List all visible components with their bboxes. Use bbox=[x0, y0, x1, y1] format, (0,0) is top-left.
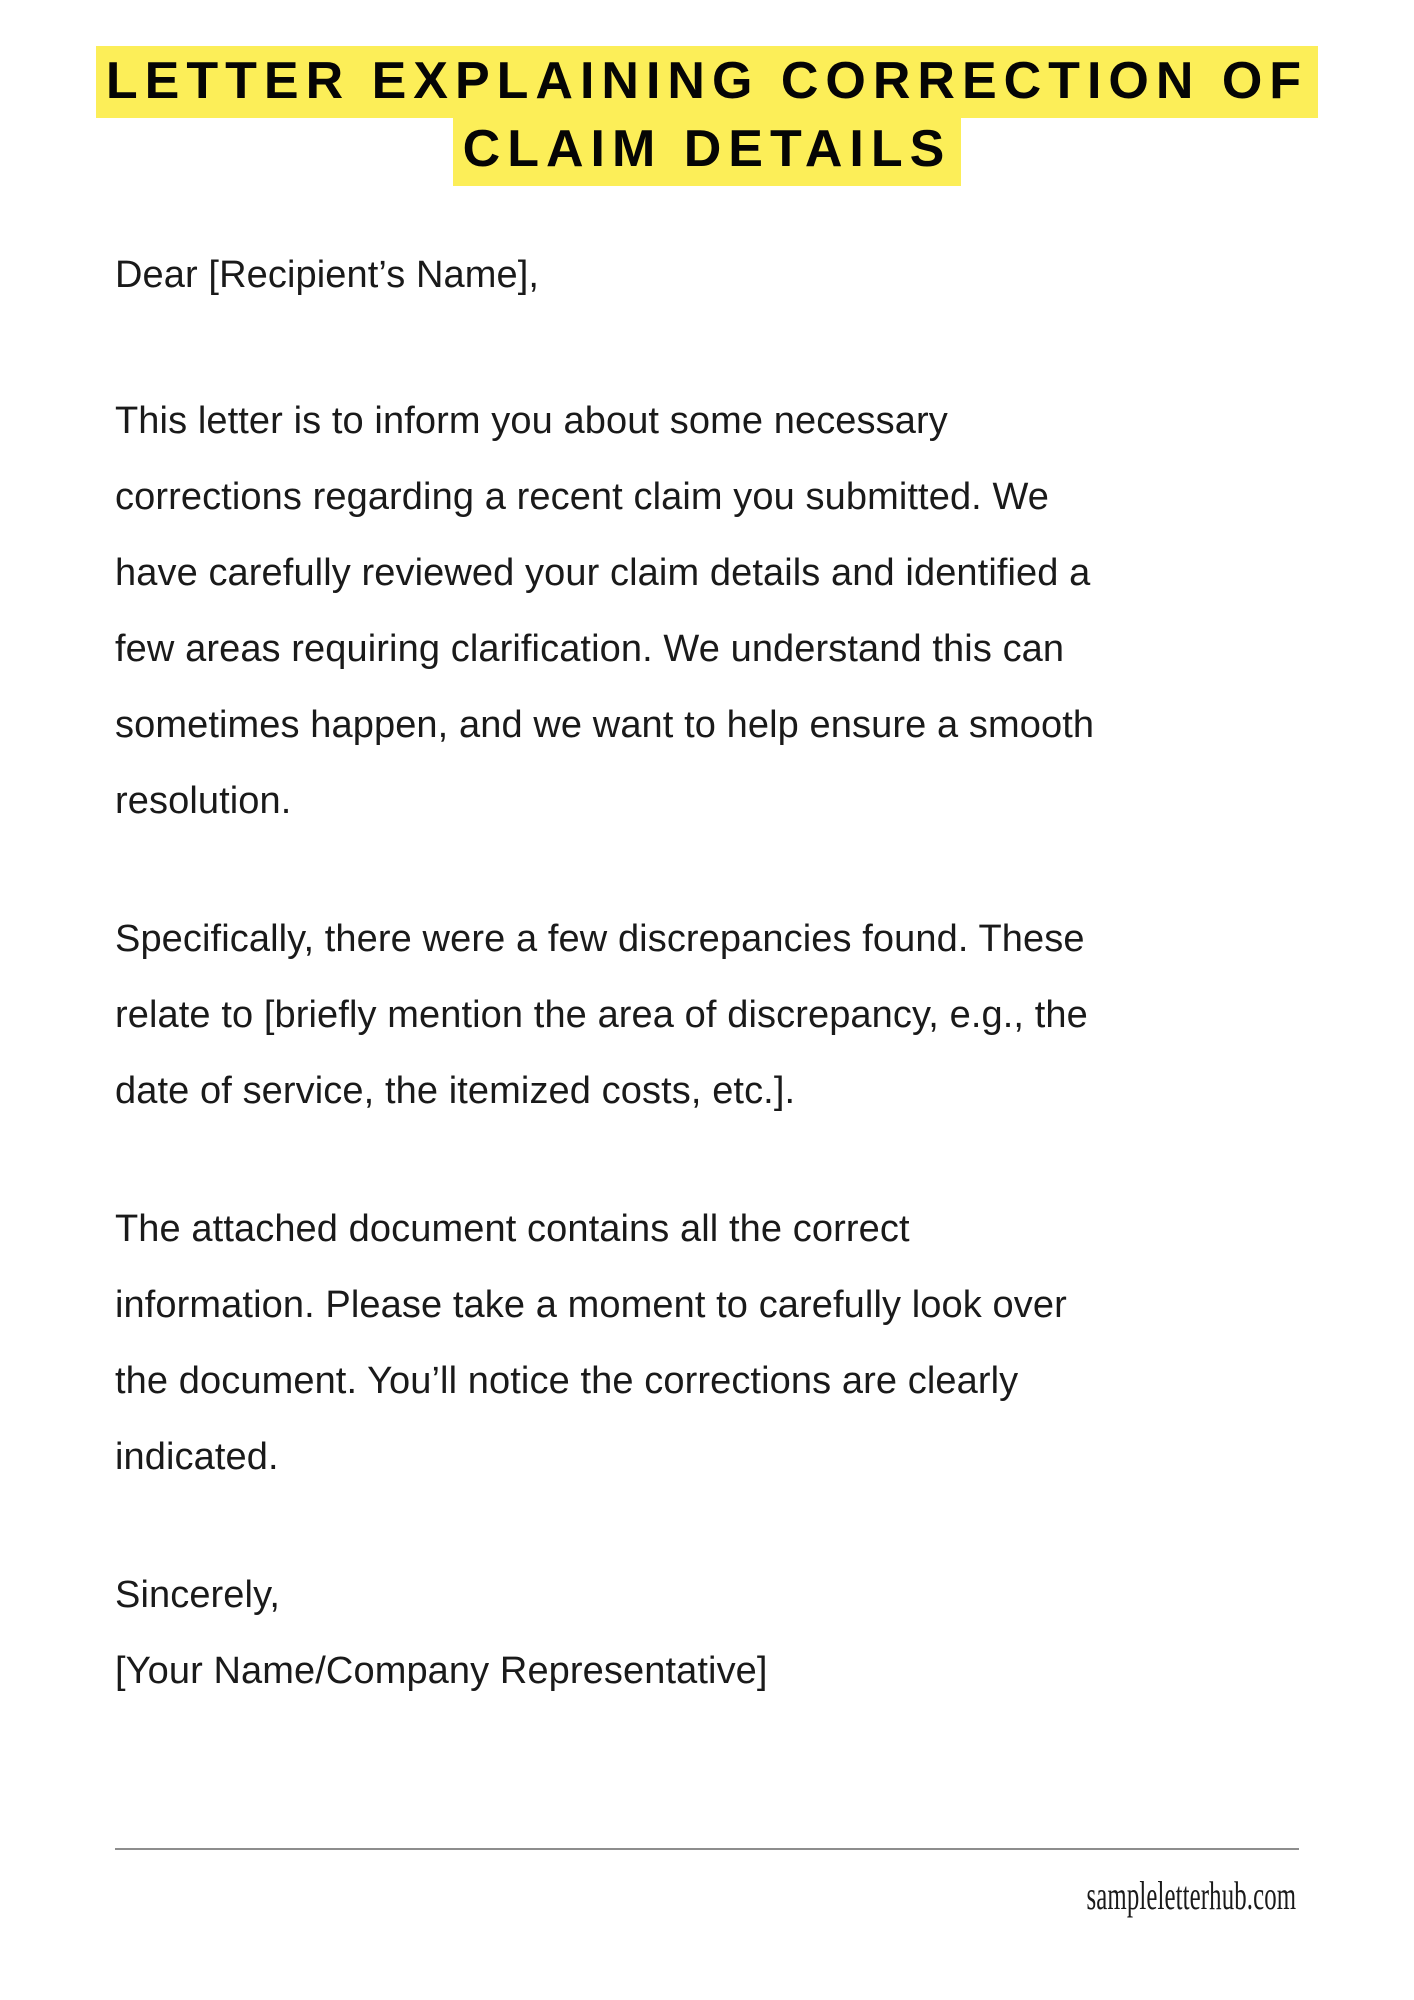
page-title bbox=[0, 0, 1414, 183]
footer-divider bbox=[115, 1848, 1299, 1850]
paragraph-attachment-line: indicated. bbox=[115, 1436, 279, 1479]
paragraph-intro-line: have carefully reviewed your claim details and identified a bbox=[115, 552, 1091, 595]
letter-body bbox=[0, 237, 1414, 1709]
paragraph-attachment-line: the document. You’ll notice the corrections are clearly bbox=[115, 1360, 1019, 1403]
paragraph-discrepancies-line: Specifically, there were a few discrepancies found. These bbox=[115, 918, 1085, 961]
paragraph-intro-line: corrections regarding a recent claim you submitted. We bbox=[115, 476, 1050, 519]
paragraph-intro-line: This letter is to inform you about some necessary bbox=[115, 400, 948, 443]
paragraph-discrepancies-line: relate to [briefly mention the area of discrepancy, e.g., the bbox=[115, 994, 1088, 1037]
page-footer bbox=[0, 1820, 1414, 2000]
paragraph-discrepancies bbox=[115, 901, 1305, 1129]
paragraph-attachment-line: The attached document contains all the correct bbox=[115, 1208, 910, 1251]
paragraph-intro bbox=[115, 383, 1305, 839]
paragraph-discrepancies-line: date of service, the itemized costs, etc.]. bbox=[115, 1070, 796, 1113]
salutation: Dear [Recipient’s Name], bbox=[115, 254, 540, 297]
title-line-2-text: CLAIM DETAILS bbox=[453, 114, 962, 186]
paragraph-attachment-line: information. Please take a moment to carefully look over bbox=[115, 1284, 1067, 1327]
title-line-2 bbox=[0, 116, 1414, 184]
paragraph-intro-line: resolution. bbox=[115, 780, 292, 823]
title-line-1-text: LETTER EXPLAINING CORRECTION OF bbox=[96, 46, 1318, 118]
signature-placeholder: [Your Name/Company Representative] bbox=[115, 1650, 768, 1693]
footer-watermark: sampleletterhub.com bbox=[1086, 1873, 1296, 1918]
paragraph-intro-line: few areas requiring clarification. We understand this can bbox=[115, 628, 1065, 671]
closing-block bbox=[115, 1557, 1305, 1709]
valediction: Sincerely, bbox=[115, 1574, 281, 1617]
title-line-1 bbox=[0, 48, 1414, 116]
paragraph-intro-line: sometimes happen, and we want to help ensure a smooth bbox=[115, 704, 1095, 747]
paragraph-attachment bbox=[115, 1191, 1305, 1495]
